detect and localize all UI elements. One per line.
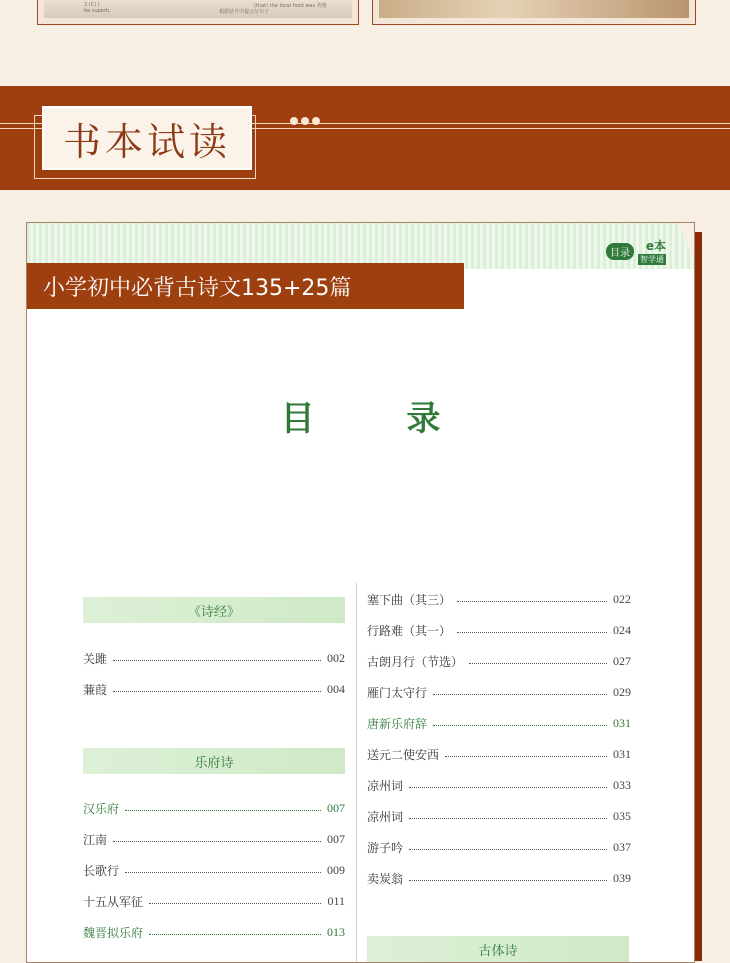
book-page [26,222,695,963]
toc-group-entry: 唐新乐府辞 031 [367,715,631,731]
section-yuefu: 乐府诗 [83,748,345,774]
toc-entry: 长歌行 009 [83,862,345,878]
banner-dots [290,117,320,125]
brand-sub: 智学通 [640,255,664,264]
photo-book-edge [379,0,689,18]
toc-entry: 蒹葭 004 [83,681,345,697]
banner-title: 书本试读 [62,119,231,164]
toc-entry: 游子吟 037 [367,839,631,855]
book-subtitle: 小学初中必背古诗文135+25篇 [43,275,352,301]
toc-entry: 塞下曲（其三） 022 [367,591,631,607]
photo-text-4: 根据括号中提示写句子 [219,9,270,15]
toc-entry: 关雎 002 [83,650,345,666]
toc-entry: 卖炭翁 039 [367,870,631,886]
column-divider [356,583,357,963]
banner-title-box [42,106,252,170]
photo-text-1: 2 (C) ( [84,2,100,8]
page-corner-fold [678,223,694,261]
photo-text-3: (that) the local food was 英想 [254,3,327,9]
section-banner [0,86,730,190]
section-shijing: 《诗经》 [83,597,345,623]
toc-entry: 凉州词 033 [367,777,631,793]
toc-entry: 雁门太守行 029 [367,684,631,700]
subtitle-bar [27,263,464,309]
photo-page [44,0,352,18]
toc-entry: 江南 007 [83,831,345,847]
brand-mulu-badge: 目录 [606,243,634,260]
toc-entry: 行路难（其一） 024 [367,622,631,638]
top-photo-left [37,0,359,25]
toc-group-entry: 汉乐府 007 [83,800,345,816]
top-photo-right [372,0,696,25]
toc-entry: 凉州词 035 [367,808,631,824]
toc-entry: 送元二使安西 031 [367,746,631,762]
section-guti: 古体诗 [367,936,629,962]
toc-heading: 目 录 [280,399,481,439]
toc-entry: 十五从军征 011 [83,893,345,909]
photo-text-2: be superb. [84,8,111,14]
toc-entry: 古朗月行（节选） 027 [367,653,631,669]
brand-logo [606,237,666,265]
brand-name: e本 [645,239,666,253]
toc-group-entry: 魏晋拟乐府 013 [83,924,345,940]
